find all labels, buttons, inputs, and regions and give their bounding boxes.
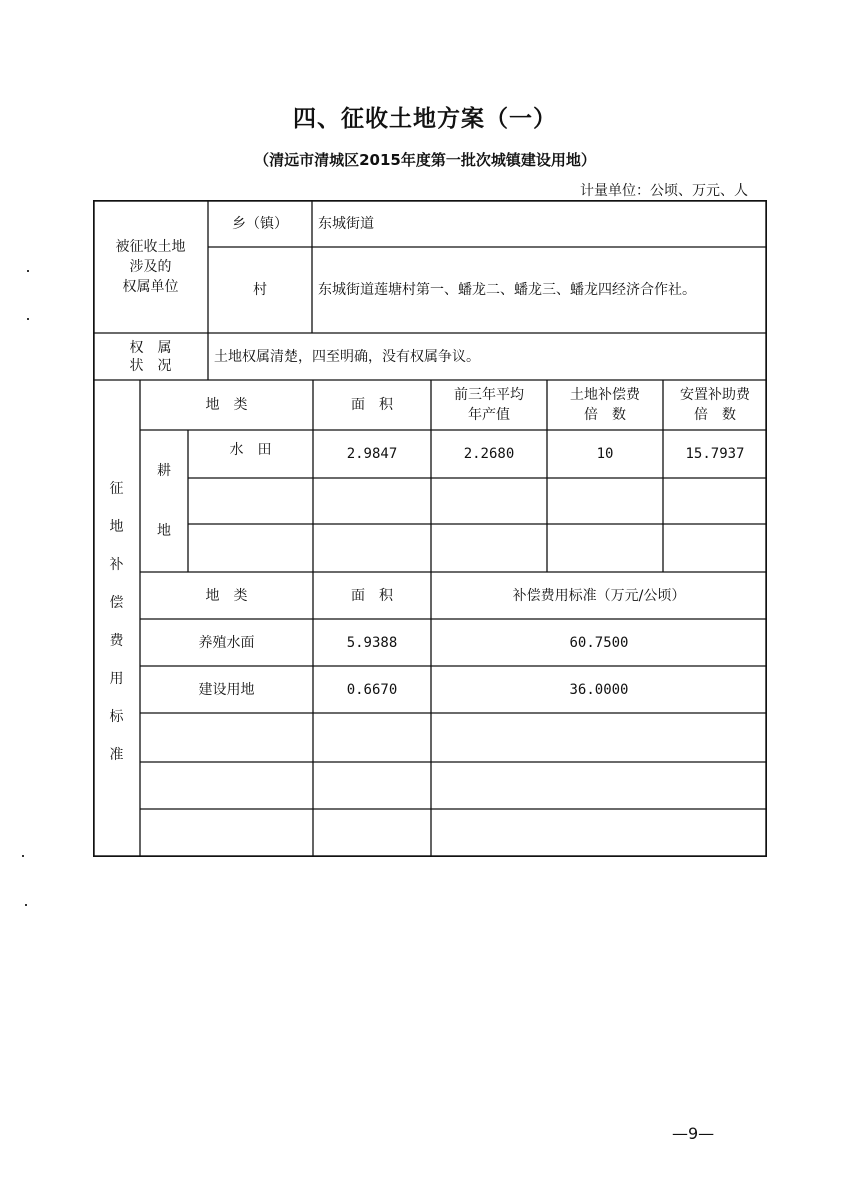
table-row-name: 养殖水面 (198, 634, 255, 651)
arable-label-char: 地 (157, 523, 171, 539)
header-line: 土地补偿费 (570, 387, 640, 403)
ownership-label-line: 涉及的 (129, 258, 172, 275)
header-line: 安置补助费 (680, 387, 750, 403)
header-comp-multiple (547, 380, 663, 430)
header-resettle-multiple (663, 380, 767, 430)
table-row-name: 建设用地 (198, 681, 255, 698)
side-label-char: 标 (109, 709, 124, 725)
table-row-area: 5.9388 (346, 634, 398, 651)
village-label: 村 (253, 282, 267, 298)
paddy-resettle-multiple: 15.7937 (685, 446, 745, 462)
ownership-label-line: 权属单位 (122, 278, 179, 295)
paddy-name: 水 田 (229, 442, 272, 458)
side-label-char: 准 (109, 747, 124, 763)
side-label-char: 费 (109, 633, 124, 649)
paddy-area: 2.9847 (346, 446, 398, 462)
scan-mark (27, 318, 29, 320)
arable-label-char: 耕 (157, 463, 171, 479)
side-label-char: 征 (109, 481, 124, 497)
arable-land-label (140, 430, 188, 572)
ownership-unit-label (93, 200, 208, 333)
header-avg-output (431, 380, 547, 430)
table-row-standard: 36.0000 (569, 681, 629, 698)
header-line: 倍 数 (584, 407, 626, 423)
table-row-area: 0.6670 (346, 681, 398, 698)
side-label-char: 补 (109, 557, 124, 573)
header-line: 前三年平均 (454, 387, 524, 403)
paddy-avg-output: 2.2680 (463, 446, 515, 462)
village-value: 东城街道莲塘村第一、蟠龙二、蟠龙三、蟠龙四经济合作社。 (318, 282, 696, 298)
status-label-line: 权 属 (129, 339, 172, 356)
measurement-unit: 计量单位：公顷、万元、人 (580, 183, 748, 199)
header2-land-type: 地 类 (205, 587, 248, 604)
ownership-label-line: 被征收土地 (115, 238, 186, 255)
header2-area: 面 积 (351, 587, 393, 604)
header-line: 年产值 (468, 407, 510, 423)
ownership-status-value: 土地权属清楚，四至明确，没有权属争议。 (214, 348, 480, 365)
page-number: —9— (672, 1124, 715, 1143)
page-subtitle: （清远市清城区2015年度第一批次城镇建设用地） (254, 151, 596, 169)
header-area: 面 积 (351, 397, 393, 413)
side-label-char: 用 (109, 671, 124, 687)
side-label-char: 地 (109, 519, 124, 535)
compensation-standard-label (93, 470, 140, 780)
land-acquisition-table (93, 200, 767, 857)
page-title: 四、征收土地方案（一） (293, 106, 557, 132)
town-label: 乡（镇） (232, 215, 288, 232)
town-value: 东城街道 (318, 215, 374, 232)
paddy-comp-multiple: 10 (596, 446, 614, 462)
header2-standard: 补偿费用标准（万元/公顷） (512, 587, 686, 604)
side-label-char: 偿 (109, 595, 124, 611)
scan-mark (25, 904, 27, 906)
status-label-line: 状 况 (129, 357, 172, 374)
scan-mark (27, 270, 29, 272)
header-line: 倍 数 (694, 407, 736, 423)
scan-mark (22, 855, 24, 857)
ownership-status-label (93, 333, 208, 380)
header-land-type: 地 类 (205, 397, 248, 413)
table-row-standard: 60.7500 (569, 634, 629, 651)
